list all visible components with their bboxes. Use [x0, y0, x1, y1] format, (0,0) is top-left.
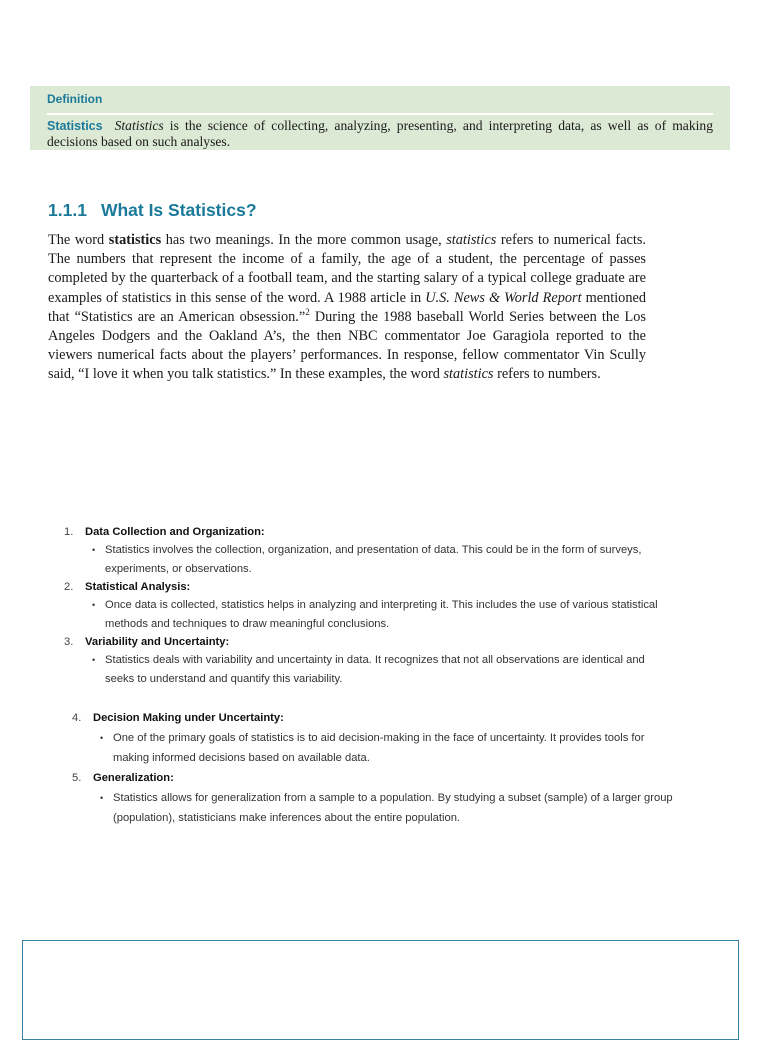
definition-divider — [47, 113, 713, 115]
list-item-title: Decision Making under Uncertainty: — [93, 712, 284, 724]
paragraph-text: refers to numbers. — [493, 366, 601, 383]
list-item-bullet: • Statistics involves the collection, organization, and presentation of data. This could be in the form of surveys, experiments, or observations. — [105, 541, 675, 578]
list-item — [72, 768, 692, 828]
list-item-heading — [64, 633, 684, 651]
feature-list-part-2 — [72, 708, 692, 828]
paragraph-italic-term: statistics — [446, 232, 497, 248]
paragraph-text: refers to numerical facts. The numbers that represent the income of a family, the age of a student, the percentage of passes completed by the quarterback of a football team, and the starting salary of a typical college graduate are examples of statistics in this sense of the word. A 1988 article in — [48, 232, 646, 306]
list-item-title: Data Collection and Organization: — [85, 526, 265, 538]
list-item-heading — [72, 768, 692, 788]
definition-box — [30, 86, 730, 150]
empty-frame — [22, 940, 739, 1040]
list-item — [64, 523, 684, 578]
list-item-number: 4. — [72, 712, 82, 724]
list-item-heading — [64, 523, 684, 541]
list-item-heading — [72, 708, 692, 728]
section-title-text: What Is Statistics? — [100, 200, 257, 220]
list-item-number: 3. — [64, 636, 74, 648]
list-item — [72, 708, 692, 768]
paragraph-text: mentioned that “Statistics are an American obsession.” — [48, 289, 646, 325]
list-item-title: Statistical Analysis: — [85, 581, 191, 593]
list-item-number: 1. — [64, 526, 74, 538]
list-item — [64, 633, 684, 688]
list-item-bullet: • Statistics allows for generalization from a sample to a population. By studying a subset (sample) of a larger group (population), statisticians make inferences about the entire population. — [113, 788, 683, 828]
definition-term: Statistics — [47, 119, 103, 133]
list-item-number: 5. — [72, 772, 82, 784]
section-title — [48, 198, 257, 222]
paragraph-text: has two meanings. In the more common usage, — [161, 232, 447, 248]
paragraph-publication-title: U.S. News & World Report — [425, 289, 582, 306]
footnote-marker: 2 — [305, 307, 310, 318]
definition-header: Definition — [47, 92, 103, 106]
list-item-number: 2. — [64, 581, 74, 593]
definition-body: is the science of collecting, analyzing, presenting, and interpreting data, as well as of making decisions based on such analyses. — [47, 118, 713, 149]
list-item-title: Generalization: — [93, 772, 174, 784]
paragraph-text: The word — [48, 232, 109, 248]
paragraph-italic-term: statistics — [443, 366, 494, 383]
paragraph-bold-term: statistics — [108, 232, 162, 248]
definition-text — [47, 118, 713, 150]
list-item — [64, 578, 684, 633]
paragraph-text: During the 1988 baseball World Series between the Los Angeles Dodgers and the Oakland A’s, the then NBC commentator Joe Garagiola reported to the viewers numerical facts about the players’ performances. In response, fellow commentator Vin Scully said, “I love it when you talk statistics.” In these examples, the word — [48, 308, 646, 383]
list-item-title: Variability and Uncertainty: — [85, 636, 230, 648]
list-item-bullet: • Once data is collected, statistics helps in analyzing and interpreting it. This includes the use of various statistical methods and techniques to draw meaningful conclusions. — [105, 596, 675, 633]
definition-term-italic: Statistics — [114, 118, 164, 133]
list-item-heading — [64, 578, 684, 596]
list-item-bullet: • One of the primary goals of statistics is to aid decision-making in the face of uncertainty. It provides tools for making informed decisions based on available data. — [113, 728, 683, 768]
list-item-bullet: • Statistics deals with variability and uncertainty in data. It recognizes that not all observations are identical and seeks to understand and quantify this variability. — [105, 651, 675, 688]
feature-list-part-1 — [64, 523, 684, 688]
section-number: 1.1.1 — [48, 200, 87, 220]
body-paragraph — [48, 231, 646, 385]
